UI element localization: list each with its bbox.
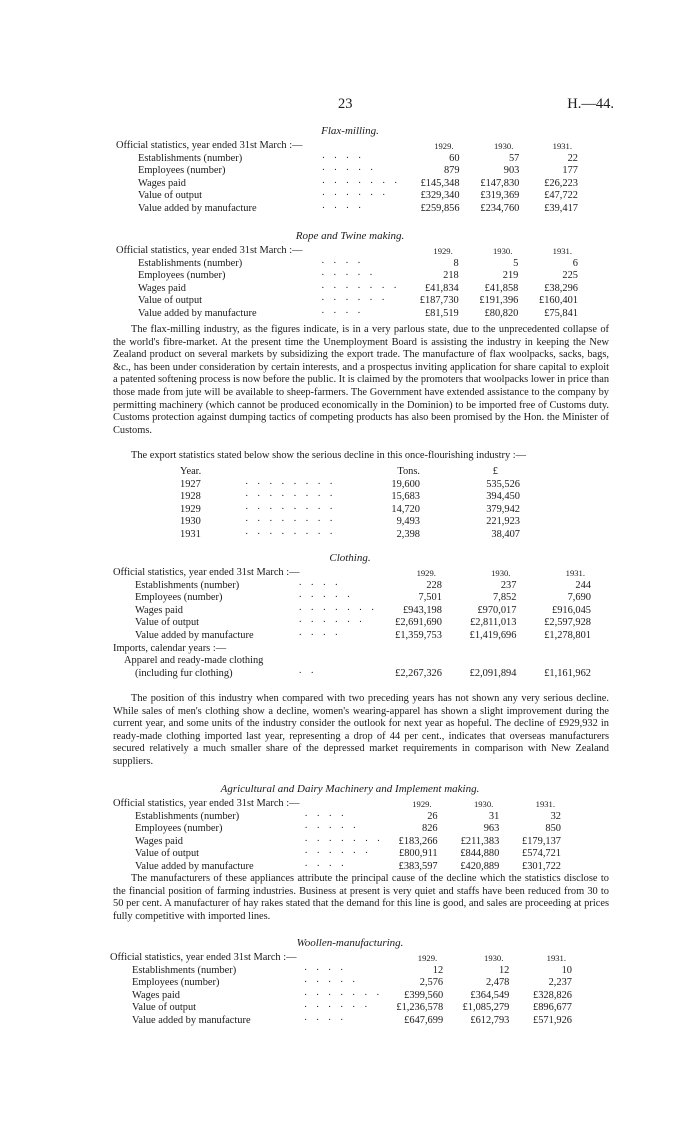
cell-value: £2,597,928 [544,617,591,629]
cell-value: £1,161,962 [544,667,591,679]
cell-value: £574,721 [522,848,561,860]
clothing-stats-table [113,567,591,680]
row-label: Value of output [132,1002,197,1014]
cell-value: 57 [508,152,520,164]
table-row [116,178,578,191]
cell-value: £39,417 [544,202,578,214]
section-title-flax: Flax-milling. [321,125,379,137]
cell-value: 228 [426,579,442,591]
paragraph-export-intro: The export statistics stated below show the serious decline in this once-flourishing industry :— [131,450,527,461]
cell-value: £364,549 [470,989,510,1001]
stats-intro: Official statistics, year ended 31st March :— [113,567,300,578]
cell-value: £420,889 [460,860,500,872]
leader-dots: · · · · · [304,823,360,835]
cell-value: 7,690 [567,592,591,604]
year-header: 1931. [552,141,572,151]
col-header-value: £ [492,466,498,477]
leader-dots: · · · · · [298,592,354,604]
export-year: 1930 [180,516,201,528]
leader-dots: · · · · · · · [304,835,384,847]
cell-value: £328,826 [533,989,572,1001]
cell-value: £2,691,690 [395,617,442,629]
cell-value: 2,478 [485,977,510,989]
leader-dots: · · · · · · · [321,282,400,294]
cell-value: 10 [561,964,572,976]
leader-dots: · · · · · · · [298,604,378,616]
cell-value: £301,722 [522,860,561,872]
cell-value: £75,841 [544,307,578,319]
export-tons: 14,720 [391,503,420,515]
table-row [116,295,578,308]
stats-intro: Official statistics, year ended 31st March :— [113,798,300,809]
row-label: Wages paid [132,989,180,1001]
cell-value: £234,760 [480,202,520,214]
table-row [116,283,578,296]
leader-dots: · · · · · · [304,848,372,860]
leader-dots: · · · · [321,257,364,269]
document-reference: H.—44. [567,96,614,112]
year-header: 1929. [434,141,454,151]
cell-value: 177 [562,165,578,177]
leader-dots: · · · · · · · · [245,491,336,503]
cell-value: £1,085,279 [462,1002,510,1014]
cell-value: £179,137 [522,835,561,847]
table-row [113,798,561,811]
table-row [116,270,578,283]
table-row [116,153,578,166]
leader-dots: · · · · · · [321,295,388,307]
apparel-sublabel: (including fur clothing) [135,667,233,679]
cell-value: £183,266 [398,835,438,847]
page-number: 23 [338,96,353,112]
row-label: Wages paid [135,835,183,847]
export-year: 1931 [180,528,201,540]
cell-value: £41,858 [484,282,519,294]
cell-value: 32 [550,810,561,822]
year-header: 1931. [535,799,555,809]
leader-dots: · · · · · [321,270,376,282]
export-tons: 9,493 [396,516,420,528]
export-year: 1929 [180,503,201,515]
cell-value: 5 [513,257,519,269]
table-row [113,630,591,643]
row-label: Wages paid [138,177,186,189]
stats-intro: Official statistics, year ended 31st March :— [116,245,303,256]
year-header: 1929. [416,568,436,578]
table-row [113,605,591,618]
year-header: 1931. [552,246,572,256]
year-header: 1930. [484,953,504,963]
cell-value: 60 [449,152,460,164]
table-row [116,165,578,178]
cell-value: £80,820 [484,307,519,319]
year-header: 1930. [491,568,511,578]
year-header: 1929. [417,953,438,963]
table-row [113,823,561,836]
table-row [110,1015,572,1028]
cell-value: 31 [488,810,500,822]
row-label: Value added by manufacture [135,629,254,641]
cell-value: £383,597 [398,860,438,872]
cell-value: £329,340 [420,190,460,202]
table-row [116,140,578,153]
leader-dots: · · · · · · [298,617,366,629]
cell-value: £259,856 [420,202,460,214]
table-row [113,848,561,861]
export-year: 1928 [180,491,201,503]
export-table [180,466,520,542]
export-tons: 15,683 [391,491,420,503]
row-label: Value of output [138,190,203,202]
row-label: Employees (number) [135,592,223,604]
row-label: Employees (number) [135,823,223,835]
cell-value: 26 [427,810,438,822]
cell-value: 22 [567,152,578,164]
table-row [110,965,572,978]
row-label: Value added by manufacture [135,860,254,872]
row-label: Establishments (number) [135,579,240,591]
cell-value: £41,834 [424,282,459,294]
table-row [116,190,578,203]
row-label: Establishments (number) [138,152,243,164]
leader-dots: · · · · [321,307,364,319]
leader-dots: · · [298,667,317,679]
export-year: 1927 [180,478,201,490]
year-header: 1930. [493,246,513,256]
table-row [180,479,520,492]
cell-value: 879 [443,165,460,177]
table-row [180,504,520,517]
table-row [180,466,520,479]
cell-value: £916,045 [552,604,591,616]
table-row [113,836,561,849]
leader-dots: · · · · · [303,977,359,989]
cell-value: £1,359,753 [395,629,442,641]
leader-dots: · · · · [321,202,365,214]
row-label: Value of output [135,848,200,860]
row-label: Establishments (number) [135,810,240,822]
export-tons: 19,600 [391,478,420,490]
table-row [110,977,572,990]
row-label: Value of output [138,295,203,307]
table-row [180,529,520,542]
export-value: 394,450 [486,491,520,503]
table-row [116,245,578,258]
flax-stats-table [116,140,578,216]
export-value: 379,942 [486,503,520,515]
table-row [113,668,591,681]
cell-value: £399,560 [404,989,444,1001]
cell-value: 963 [483,823,500,835]
row-label: Establishments (number) [138,257,243,269]
cell-value: 237 [500,579,517,591]
row-label: Value added by manufacture [132,1014,251,1026]
export-value: 221,923 [486,516,520,528]
leader-dots: · · · · · · · [321,177,401,189]
apparel-label: Apparel and ready-made clothing [124,655,264,667]
cell-value: £26,223 [544,177,578,189]
table-row [113,643,591,656]
row-label: Employees (number) [138,165,226,177]
cell-value: 7,852 [493,592,517,604]
leader-dots: · · · · · [321,165,377,177]
imports-label: Imports, calendar years :— [113,642,227,654]
table-row [180,491,520,504]
cell-value: 2,237 [548,977,572,989]
cell-value: £647,699 [404,1014,444,1026]
cell-value: £191,396 [479,295,519,307]
col-header-tons: Tons. [397,466,420,477]
leader-dots: · · · · · · · · [245,528,336,540]
cell-value: £844,880 [460,848,500,860]
cell-value: £2,267,326 [395,667,442,679]
cell-value: 2,576 [419,977,444,989]
cell-value: 826 [422,823,438,835]
table-row [110,952,572,965]
year-header: 1929. [433,246,453,256]
table-row [113,617,591,630]
table-row [113,861,561,874]
section-title-agricultural: Agricultural and Dairy Machinery and Implement making. [220,783,480,795]
cell-value: 7,501 [418,592,442,604]
cell-value: £943,198 [402,604,442,616]
table-row [116,308,578,321]
export-value: 535,526 [486,478,520,490]
cell-value: £1,236,578 [396,1002,444,1014]
cell-value: £81,519 [424,307,459,319]
cell-value: £1,419,696 [469,629,517,641]
row-label: Value added by manufacture [138,307,257,319]
cell-value: 6 [572,257,578,269]
cell-value: 218 [443,270,459,282]
cell-value: £612,793 [470,1014,510,1026]
leader-dots: · · · · · · · · [245,516,336,528]
cell-value: £211,383 [460,835,500,847]
agricultural-stats-table [113,798,561,874]
leader-dots: · · · · [321,152,365,164]
cell-value: £800,911 [399,848,438,860]
table-row [113,592,591,605]
leader-dots: · · · · · · · · [245,503,336,515]
cell-value: 225 [562,270,578,282]
cell-value: £571,926 [533,1014,572,1026]
year-header: 1931. [565,568,585,578]
export-value: 38,407 [491,528,520,540]
cell-value: £47,722 [544,190,578,202]
paragraph-agricultural: The manufacturers of these appliances attribute the principal cause of the decline which the statistics disclose to the financial position of farming industries. Business at present is very quiet and staffs have been reduced from 30 to 50 per cent. A manufacturer of hay rakes stated that the demand for this line is good, and sales are proceeding at prices fully competitive with imported lines. [113,873,609,922]
leader-dots: · · · · · · · · [245,478,336,490]
cell-value: £1,278,801 [544,629,591,641]
table-row [113,580,591,593]
cell-value: 903 [503,165,520,177]
table-row [110,1002,572,1015]
cell-value: £160,401 [539,295,578,307]
cell-value: 12 [432,964,444,976]
cell-value: £2,811,013 [470,617,517,629]
row-label: Employees (number) [138,270,226,282]
section-title-woollen: Woollen-manufacturing. [296,937,404,949]
cell-value: £319,369 [480,190,520,202]
cell-value: 12 [498,964,510,976]
cell-value: 8 [453,257,459,269]
rope-stats-table [116,245,578,321]
cell-value: £896,677 [533,1002,572,1014]
cell-value: 244 [575,579,591,591]
row-label: Employees (number) [132,977,220,989]
table-row [116,203,578,216]
table-row [110,990,572,1003]
row-label: Value of output [135,617,200,629]
leader-dots: · · · · [303,964,347,976]
row-label: Wages paid [138,282,186,294]
leader-dots: · · · · [304,860,348,872]
table-row [113,811,561,824]
cell-value: £147,830 [480,177,520,189]
section-title-rope: Rope and Twine making. [295,230,405,242]
leader-dots: · · · · [298,579,342,591]
leader-dots: · · · · [298,629,342,641]
row-label: Value added by manufacture [138,202,257,214]
year-header: 1930. [473,799,494,809]
woollen-stats-table [110,952,572,1028]
cell-value: £187,730 [419,295,459,307]
year-header: 1930. [494,141,514,151]
table-row [113,655,591,668]
cell-value: £2,091,894 [469,667,517,679]
table-row [116,258,578,271]
cell-value: 850 [545,823,561,835]
cell-value: £38,296 [544,282,578,294]
cell-value: £145,348 [420,177,460,189]
section-title-clothing: Clothing. [329,552,371,564]
leader-dots: · · · · [304,810,348,822]
paragraph-clothing: The position of this industry when compared with two preceding years has not shown any very serious decline. While sales of men's clothing show a decline, women's wearing-apparel has shown a slight improvement during the current year, and some units of the industry consider the outlook for next year as hopeful. The decline of £929,932 in ready-made clothing imported last year, representing a drop of 44 per cent., indicates that overseas manufacturers secured relatively a much smaller share of the depressed market requirements in comparison with New Zealand suppliers. [113,693,609,767]
year-header: 1931. [546,953,566,963]
table-row [113,567,591,580]
table-row [180,516,520,529]
paragraph-flax-industry: The flax-milling industry, as the figures indicate, is in a very parlous state, due to the unprecedented collapse of the world's fibre-market. At the present time the Unemployment Board is assisting the industry in keeping the New Zealand product on several markets by subsidizing the export trade. The manufacture of flax woolpacks, sacks, bags, &c., has been under consideration by certain interests, and a prospectus inviting application for share capital to exploit a patented softening process is now before the public. It is claimed by the promoters that woolpacks lower in price than those made from jute will be available to sheep-farmers. The Government have extended assistance to the company by permitting machinery (which cannot be produced economically in the Dominion) to be imported free of Customs duty. Customs protection against dumping tactics of competing products has also been promised by the Hon. the Minister of Customs. [113,324,610,436]
row-label: Wages paid [135,604,183,616]
year-header: 1929. [412,799,432,809]
leader-dots: · · · · · · · [303,989,383,1001]
leader-dots: · · · · · · [303,1002,371,1014]
export-tons: 2,398 [396,528,420,540]
leader-dots: · · · · [303,1014,347,1026]
stats-intro: Official statistics, year ended 31st March :— [116,140,303,151]
stats-intro: Official statistics, year ended 31st March :— [110,952,297,963]
col-header-year: Year. [180,466,202,477]
cell-value: 219 [502,270,519,282]
row-label: Establishments (number) [132,964,237,976]
leader-dots: · · · · · · [321,190,389,202]
cell-value: £970,017 [477,604,517,616]
